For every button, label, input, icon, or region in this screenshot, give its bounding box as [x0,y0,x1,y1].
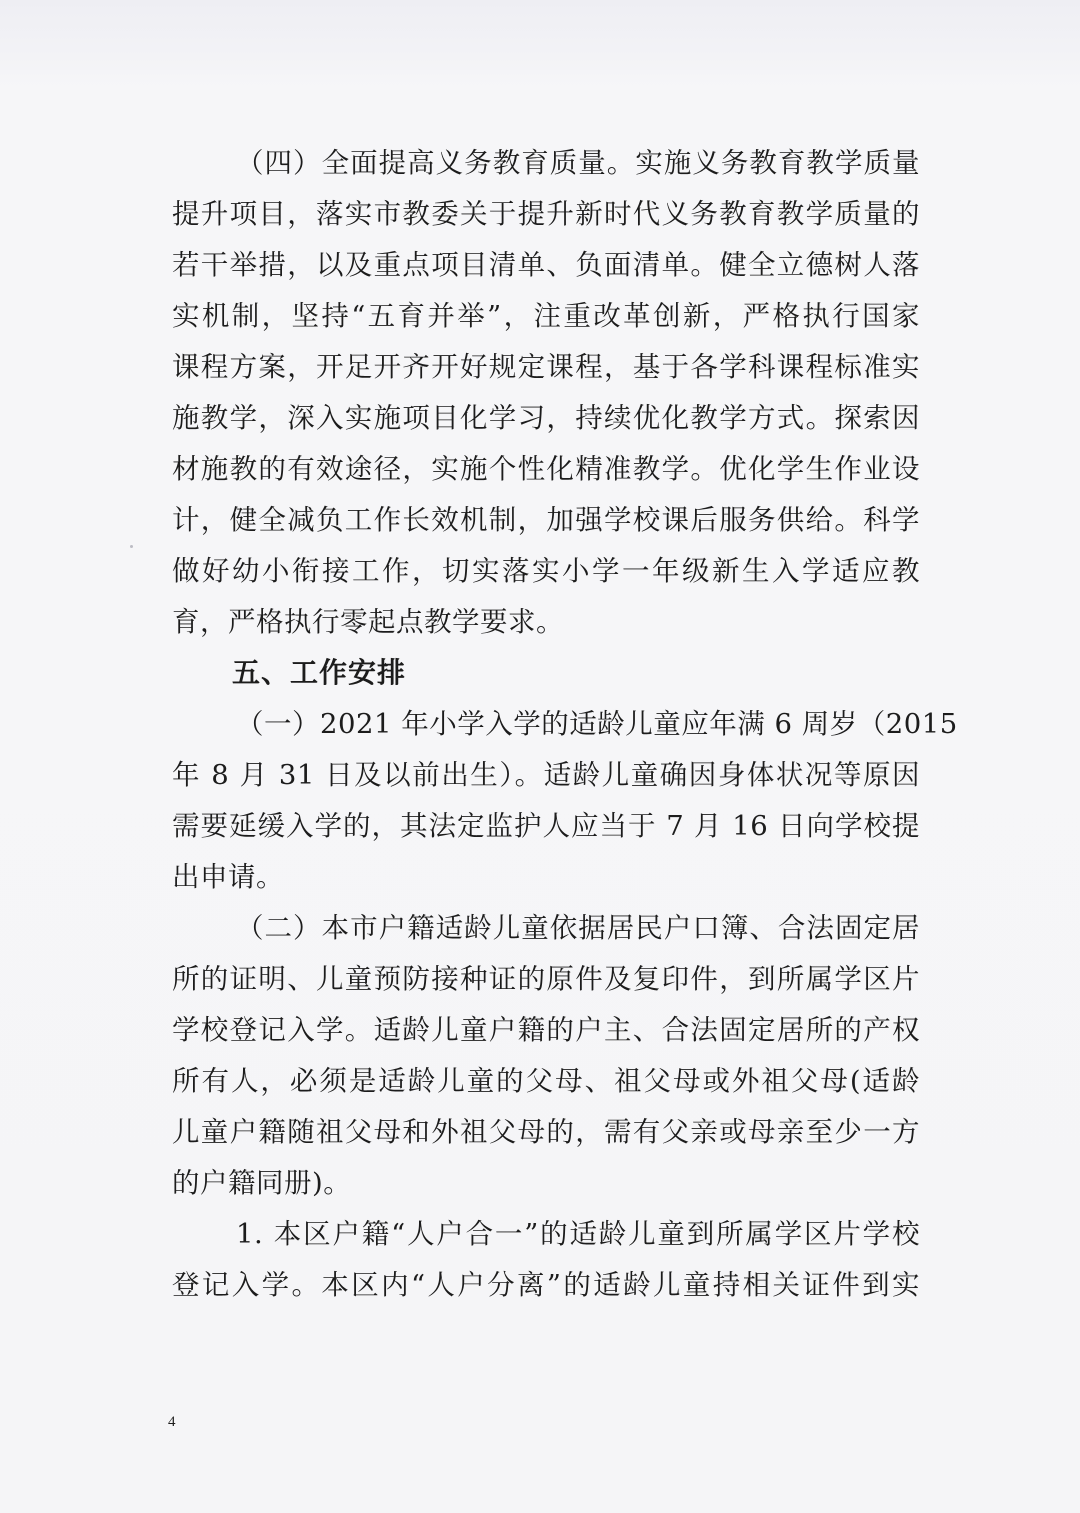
paragraph-line: 施教学，深入实施项目化学习，持续优化教学方式。探索因 [172,402,920,434]
paragraph-line: 做好幼小衔接工作，切实落实小学一年级新生入学适应教 [172,555,920,587]
paragraph-line: 登记入学。本区内“人户分离”的适龄儿童持相关证件到实 [172,1269,920,1301]
paragraph-line: 所有人，必须是适龄儿童的父母、祖父母或外祖父母(适龄 [172,1065,920,1097]
paragraph-line: 1. 本区户籍“人户合一”的适龄儿童到所属学区片学校 [236,1218,920,1250]
paragraph-line: 儿童户籍随祖父母和外祖父母的，需有父亲或母亲至少一方 [172,1116,920,1148]
paragraph-line: （二）本市户籍适龄儿童依据居民户口簿、合法固定居 [236,912,920,944]
paragraph-line: 出申请。 [172,861,284,893]
page-number: 4 [168,1414,176,1430]
paragraph-line: 提升项目，落实市教委关于提升新时代义务教育教学质量的 [172,198,920,230]
paragraph-line: 年 8 月 31 日及以前出生）。适龄儿童确因身体状况等原因 [172,759,920,791]
paragraph-line: （一）2021 年小学入学的适龄儿童应年满 6 周岁（2015 [236,708,958,740]
paragraph-line: 育，严格执行零起点教学要求。 [172,606,564,638]
paragraph-line: 需要延缓入学的，其法定监护人应当于 7 月 16 日向学校提 [172,810,920,842]
paragraph-line: 的户籍同册)。 [172,1167,352,1199]
paragraph-line: （四）全面提高义务教育质量。实施义务教育教学质量 [236,147,920,179]
paragraph-line: 材施教的有效途径，实施个性化精准教学。优化学生作业设 [172,453,920,485]
paragraph-line: 计，健全减负工作长效机制，加强学校课后服务供给。科学 [172,504,920,536]
paragraph-line: 课程方案，开足开齐开好规定课程，基于各学科课程标准实 [172,351,920,383]
paragraph-line: 实机制，坚持“五育并举”，注重改革创新，严格执行国家 [172,300,920,332]
paragraph-line: 若干举措，以及重点项目清单、负面清单。健全立德树人落 [172,249,920,281]
paragraph-line: 所的证明、儿童预防接种证的原件及复印件，到所属学区片 [172,963,920,995]
section-heading: 五、工作安排 [232,656,407,689]
paragraph-line: 学校登记入学。适龄儿童户籍的户主、合法固定居所的产权 [172,1014,920,1046]
scan-speck [130,545,133,548]
